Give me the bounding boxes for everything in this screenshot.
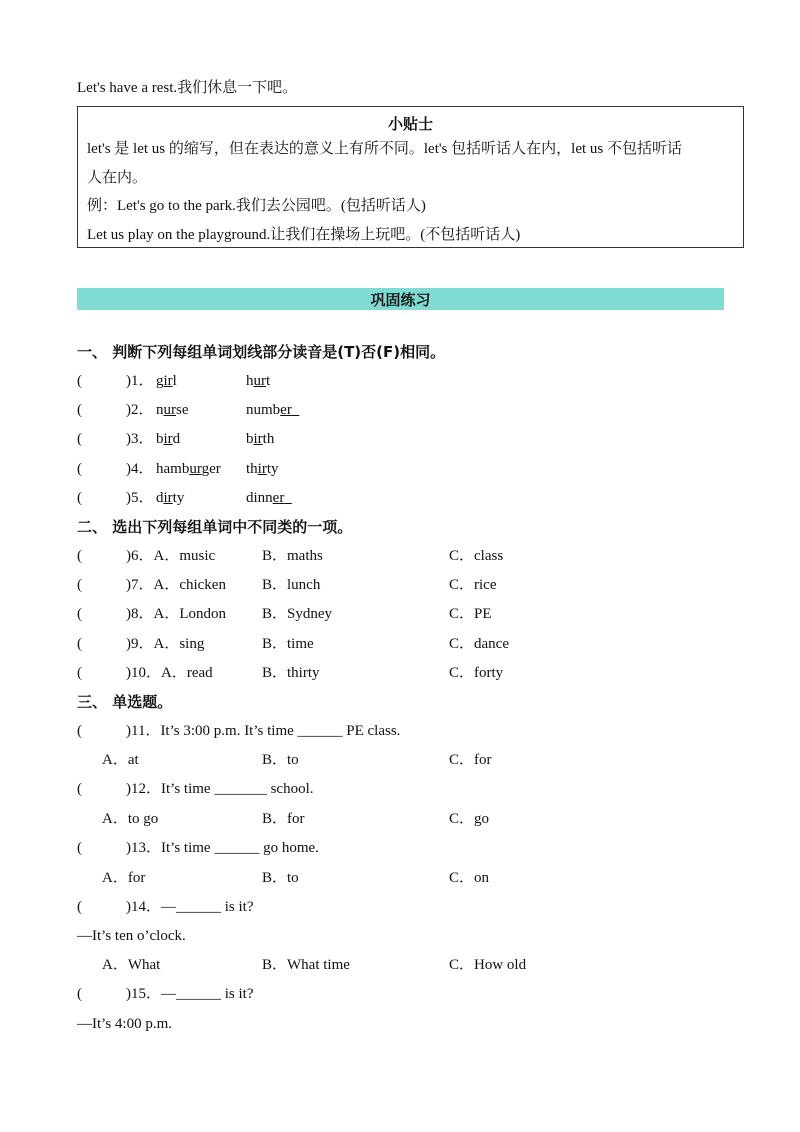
option-b: B．time [262, 636, 314, 652]
section-banner [77, 288, 724, 310]
tip-title: 小贴士 [387, 115, 433, 133]
option-c: C．How old [449, 957, 527, 973]
answer-paren: ( [77, 723, 82, 739]
option-c: C．PE [449, 606, 492, 622]
item-number: )1． [126, 373, 154, 389]
word-2: thirty [246, 461, 279, 477]
answer-paren: ( [77, 781, 82, 797]
section-3-heading: 三、 单选题。 [77, 693, 173, 711]
option-a: A．at [102, 752, 139, 768]
option-c: C．go [449, 811, 490, 827]
word-2: number [246, 402, 292, 418]
option-b: B．What time [262, 957, 350, 973]
tip-line-4: Let us play on the playground.让我们在操场上玩吧。(不包括听话人) [87, 227, 521, 243]
answer-paren: ( [77, 548, 82, 564]
answer-paren: ( [77, 402, 82, 418]
answer-paren: ( [77, 431, 82, 447]
item-number: )2． [126, 402, 154, 418]
answer-paren: ( [77, 461, 82, 477]
question-text: )11．It’s 3:00 p.m. It’s time ______ PE class. [126, 723, 401, 739]
option-b: B．maths [262, 548, 323, 564]
section-1-heading: 一、 判断下列每组单词划线部分读音是(T)否(F)相同。 [77, 343, 446, 361]
option-c: C．forty [449, 665, 504, 681]
question-text: )14．—______ is it? [126, 899, 254, 915]
item-number: )5． [126, 490, 154, 506]
word-2: dinner [246, 490, 285, 506]
word-1: hamburger [156, 461, 221, 477]
banner-title: 巩固练习 [370, 291, 431, 309]
intro-line: Let's have a rest.我们休息一下吧。 [77, 80, 298, 96]
question-text: )13．It’s time ______ go home. [126, 840, 319, 856]
option-c: C．for [449, 752, 492, 768]
answer-paren: ( [77, 899, 82, 915]
word-1: nurse [156, 402, 189, 418]
answer-paren: ( [77, 840, 82, 856]
word-2: hurt [246, 373, 271, 389]
tip-box [77, 106, 744, 248]
option-c: C．class [449, 548, 504, 564]
word-1: girl [156, 373, 177, 389]
word-1: dirty [156, 490, 185, 506]
option-b: B．to [262, 752, 299, 768]
option-b: B．for [262, 811, 305, 827]
option-b: B．to [262, 870, 299, 886]
answer-paren: ( [77, 606, 82, 622]
tip-line-1: let's 是 let us 的缩写，但在表达的意义上有所不同。let's 包括听话人在内，let us 不包括听话 [87, 141, 682, 157]
option-b: B．Sydney [262, 606, 333, 622]
option-c: C．on [449, 870, 490, 886]
option-a: A．to go [102, 811, 159, 827]
dialogue-answer: —It’s 4:00 p.m. [77, 1016, 173, 1032]
answer-paren: ( [77, 665, 82, 681]
dialogue-answer: —It’s ten o’clock. [77, 928, 186, 944]
section-2-heading: 二、 选出下列每组单词中不同类的一项。 [77, 518, 353, 536]
item-number: )4． [126, 461, 154, 477]
question-text: )15．—______ is it? [126, 986, 254, 1002]
option-c: C．rice [449, 577, 497, 593]
tip-line-3: 例：Let's go to the park.我们去公园吧。(包括听话人) [87, 198, 426, 214]
answer-paren: ( [77, 373, 82, 389]
option-b: B．thirty [262, 665, 320, 681]
option-a: )9．A．sing [126, 636, 205, 652]
option-b: B．lunch [262, 577, 321, 593]
option-c: C．dance [449, 636, 509, 652]
tip-line-2: 人在内。 [87, 170, 148, 186]
answer-paren: ( [77, 577, 82, 593]
answer-paren: ( [77, 636, 82, 652]
item-number: )3． [126, 431, 154, 447]
word-1: bird [156, 431, 181, 447]
option-a: )10．A．read [126, 665, 213, 681]
answer-paren: ( [77, 490, 82, 506]
word-2: birth [246, 431, 275, 447]
option-a: A．What [102, 957, 161, 973]
option-a: )8．A．London [126, 606, 226, 622]
answer-paren: ( [77, 986, 82, 1002]
option-a: )6．A．music [126, 548, 216, 564]
question-text: )12．It’s time _______ school. [126, 781, 314, 797]
option-a: )7．A．chicken [126, 577, 226, 593]
option-a: A．for [102, 870, 146, 886]
